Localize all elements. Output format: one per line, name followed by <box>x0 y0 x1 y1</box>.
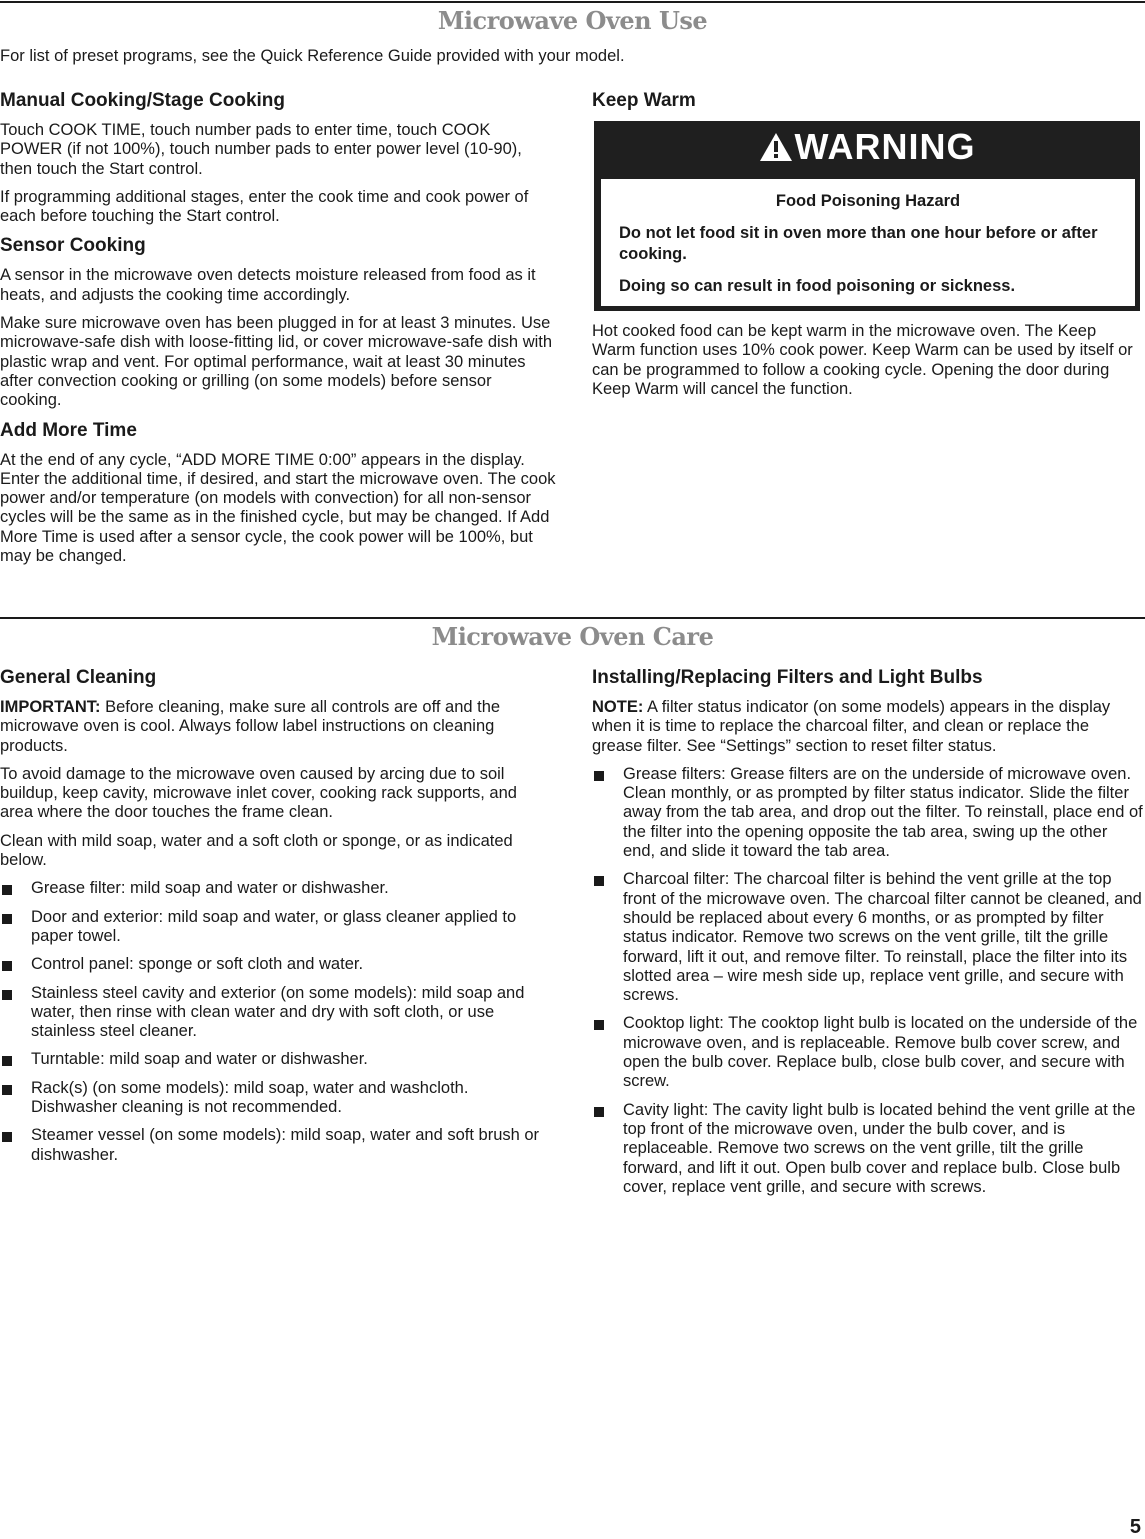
warning-hazard: Food Poisoning Hazard <box>775 192 961 210</box>
filters-heading: Installing/Replacing Filters and Light Bulbs <box>592 667 983 688</box>
page-number: 5 <box>1129 1516 1141 1538</box>
bullet-text: Grease filters: Grease filters are on the underside of microwave oven. Clean monthly, or as prompted by filter status indicator. Slide the filter away from the tab area, and drop out the filter. To reinstall, place end of the filter into the opening opposite the tab area, swing up the other end, and slide it toward the tab area. <box>623 764 1143 861</box>
note-text: A filter status indicator (on some models) appears in the display when it is time to replace the charcoal filter, and clean or replace the grease filter. See “Settings” section to reset filter status. <box>592 698 1111 755</box>
warning-triangle-icon <box>759 132 793 162</box>
list-item <box>592 870 1144 1005</box>
manual-cooking-p1: Touch COOK TIME, touch number pads to enter time, touch COOK POWER (if not 100%), touch number pads to enter power level (10-90), then touch the Start control. <box>0 121 522 178</box>
bullet-text: Rack(s) (on some models): mild soap, water and washcloth. Dishwasher cleaning is not recommended. <box>31 1078 469 1117</box>
middle-rule <box>0 617 1145 619</box>
bullet-square-icon <box>2 961 12 971</box>
list-item <box>0 1079 552 1118</box>
warning-line-1: Do not let food sit in oven more than one hour before or after cooking. <box>619 224 1098 263</box>
bullet-text: Turntable: mild soap and water or dishwasher. <box>31 1050 368 1069</box>
bullet-square-icon <box>594 771 604 781</box>
list-item <box>0 908 552 947</box>
list-item <box>592 765 1144 861</box>
list-item <box>592 1014 1144 1091</box>
bullet-text: Grease filter: mild soap and water or dishwasher. <box>31 879 389 898</box>
bullet-square-icon <box>2 914 12 924</box>
bullet-square-icon <box>594 876 604 886</box>
care-right-column <box>592 667 1144 1206</box>
warning-label: WARNING <box>794 126 976 167</box>
sensor-cooking-heading: Sensor Cooking <box>0 235 146 257</box>
use-intro: For list of preset programs, see the Quick Reference Guide provided with your model. <box>0 47 625 65</box>
important-label: IMPORTANT: <box>0 698 101 716</box>
bullet-square-icon <box>2 885 12 895</box>
bullet-square-icon <box>594 1020 604 1030</box>
general-cleaning-p2: To avoid damage to the microwave oven caused by arcing due to soil buildup, keep cavity, microwave inlet cover, cooking rack supports, and area where the door touches the frame clean. <box>0 764 517 822</box>
list-item <box>0 955 552 974</box>
list-item <box>0 1126 552 1165</box>
bullet-text: Stainless steel cavity and exterior (on some models): mild soap and water, then rinse with clean water and dry with soft cloth, or use stainless steel cleaner. <box>31 983 525 1041</box>
sensor-cooking-p2: Make sure microwave oven has been plugged in for at least 3 minutes. Use microwave-safe dish with loose-fitting lid, or cover microwave-safe dish with plastic wrap and vent. For optimal performance, wait at least 30 minutes after convection cooking or grilling (on some models) before sensor cooking. <box>0 314 553 410</box>
bullet-square-icon <box>594 1107 604 1117</box>
list-item <box>0 879 552 898</box>
warning-body <box>601 179 1135 306</box>
list-item <box>0 1050 552 1069</box>
add-more-time-p1: At the end of any cycle, “ADD MORE TIME 0:00” appears in the display. Enter the additional time, if desired, and start the microwave oven. The cook power and/or temperature (on models with convection) for all non-sensor cycles will be the same as in the finished cycle, but may be changed. If Add More Time is used after a sensor cycle, the cook power will be 100%, but may be changed. <box>0 450 556 566</box>
note-label: NOTE: <box>592 698 644 716</box>
general-cleaning-important <box>0 698 552 756</box>
warning-line-2: Doing so can result in food poisoning or sickness. <box>619 277 1016 295</box>
use-left-column <box>0 90 556 575</box>
use-section-title: Microwave Oven Use <box>437 6 708 35</box>
care-section-title: Microwave Oven Care <box>431 622 714 651</box>
bullet-square-icon <box>2 1056 12 1066</box>
list-item <box>592 1101 1144 1197</box>
keep-warm-heading: Keep Warm <box>592 90 696 111</box>
warning-box <box>594 121 1140 311</box>
bullet-square-icon <box>2 1085 12 1095</box>
use-right-column <box>592 90 1142 408</box>
keep-warm-p1: Hot cooked food can be kept warm in the microwave oven. The Keep Warm function uses 10% cook power. Keep Warm can be used by itself or can be programmed to follow a cooking cycle. Opening the door during Keep Warm will cancel the function. <box>592 322 1133 398</box>
warning-header <box>594 121 1140 173</box>
bullet-text: Cooktop light: The cooktop light bulb is located on the underside of the microwave oven, and is replaceable. Remove bulb cover screw, and open the bulb cover. Replace bulb, close bulb cover, and secure with screw. <box>623 1014 1138 1091</box>
bullet-text: Cavity light: The cavity light bulb is located behind the vent grille at the top front of the microwave oven, under the bulb cover, and is replaceable. Remove two screws on the vent grille, tilt the grille forward, and lift it out. Open bulb cover and replace bulb. Close bulb cover, replace vent grille, and secure with screws. <box>623 1100 1136 1196</box>
important-text: Before cleaning, make sure all controls are off and the microwave oven is cool. Always follow label instructions on cleaning products. <box>0 698 501 755</box>
filters-note <box>592 698 1144 756</box>
add-more-time-heading: Add More Time <box>0 419 137 441</box>
general-cleaning-p3: Clean with mild soap, water and a soft cloth or sponge, or as indicated below. <box>0 831 513 870</box>
bullet-text: Control panel: sponge or soft cloth and water. <box>31 955 364 974</box>
manual-cooking-heading: Manual Cooking/Stage Cooking <box>0 90 286 111</box>
bullet-text: Steamer vessel (on some models): mild soap, water and soft brush or dishwasher. <box>31 1126 540 1164</box>
general-cleaning-heading: General Cleaning <box>0 667 157 688</box>
bullet-square-icon <box>2 1132 12 1142</box>
sensor-cooking-p1: A sensor in the microwave oven detects moisture released from food as it heats, and adjusts the cooking time accordingly. <box>0 266 536 304</box>
list-item <box>0 984 552 1042</box>
bullet-text: Door and exterior: mild soap and water, or glass cleaner applied to paper towel. <box>31 907 517 945</box>
top-rule <box>0 1 1145 3</box>
bullet-square-icon <box>2 990 12 1000</box>
bullet-text: Charcoal filter: The charcoal filter is behind the vent grille at the top front of the microwave oven. The charcoal filter cannot be cleaned, and should be replaced about every 6 months, or as prompted by filter status indicator. Remove two screws on the vent grille, tilt the grille forward, lift it out, and remove filter. To reinstall, place the filter into its slotted area – wire mesh side up, replace vent grille, and secure with screws. <box>623 870 1142 1005</box>
care-left-column <box>0 667 552 1174</box>
manual-cooking-p2: If programming additional stages, enter the cook time and cook power of each before touching the Start control. <box>0 187 529 226</box>
